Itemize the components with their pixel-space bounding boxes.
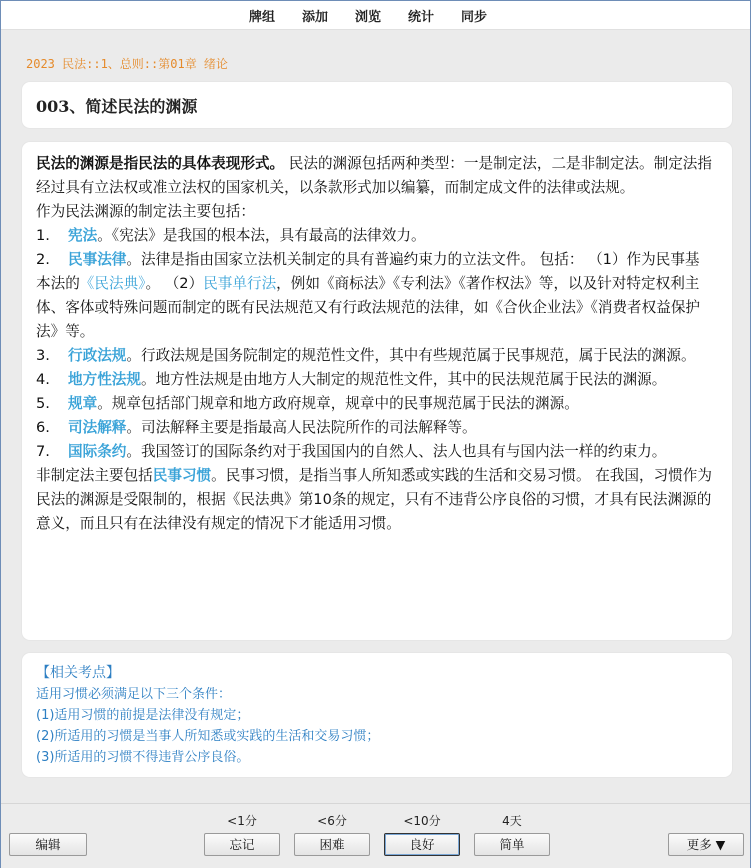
- bottom-answer-bar: [1, 803, 750, 868]
- menu-sync[interactable]: 同步: [461, 10, 488, 25]
- menu-decks[interactable]: 牌组: [249, 10, 276, 25]
- good-button[interactable]: 良好: [384, 833, 460, 856]
- related-points: [36, 663, 379, 768]
- keyword: 宪法: [68, 227, 98, 244]
- keyword: 国际条约: [68, 443, 127, 460]
- list-item: 3. 行政法规。行政法规是国务院制定的规范性文件，其中有些规范属于民事规范，属于民法的渊源。: [36, 347, 696, 364]
- related-line: (2)所适用的习惯是当事人所知悉或实践的生活和交易习惯；: [36, 729, 380, 744]
- menu-browse[interactable]: 浏览: [355, 10, 382, 25]
- menu-stats[interactable]: 统计: [408, 10, 435, 25]
- keyword: 民事法律: [68, 251, 127, 268]
- intro-bold: 民法的渊源是指民法的具体表现形式。: [36, 155, 285, 172]
- easy-button[interactable]: 简单: [474, 833, 550, 856]
- closing-paragraph: 非制定法主要包括民事习惯。民事习惯，是指当事人所知悉或实践的生活和交易习惯。 在我国，习惯作为民法的渊源是受限制的，根据《民法典》第10条的规定，只有不违背公序良俗的习惯，才具有民法渊源的意义，而且只有在法律没有规定的情况下才能适用习惯。: [36, 467, 712, 532]
- question-title: 003、简述民法的渊源: [36, 97, 198, 116]
- more-button[interactable]: 更多 ▼: [668, 833, 744, 856]
- keyword: 行政法规: [68, 347, 127, 364]
- related-line: 适用习惯必须满足以下三个条件：: [36, 687, 232, 702]
- interval-hard: <6分: [317, 814, 347, 828]
- intro-text: 民法的渊源包括两种类型：一是制定法，二是非制定法。制定法指经过具有立法权或准立法权的国家机关，以条款形式加以编纂，而制定成文件的法律或法规。: [36, 155, 712, 196]
- related-line: (1)适用习惯的前提是法律没有规定；: [36, 708, 250, 723]
- keyword: 司法解释: [68, 419, 127, 436]
- list-intro: 作为民法渊源的制定法主要包括：: [36, 203, 255, 220]
- list-item: 5. 规章。规章包括部门规章和地方政府规章，规章中的民事规范属于民法的渊源。: [36, 395, 579, 412]
- keyword: 地方性法规: [68, 371, 141, 388]
- edit-button[interactable]: 编辑: [9, 833, 87, 856]
- question-card: [22, 82, 732, 128]
- list-item: 6. 司法解释。司法解释主要是指最高人民法院所作的司法解释等。: [36, 419, 477, 436]
- interval-easy: 4天: [502, 814, 522, 828]
- related-heading: 【相关考点】: [36, 665, 120, 681]
- list-item: 1. 宪法。《宪法》是我国的根本法，具有最高的法律效力。: [36, 227, 426, 244]
- interval-again: <1分: [227, 814, 257, 828]
- menu-add[interactable]: 添加: [302, 10, 329, 25]
- interval-good: <10分: [403, 814, 441, 828]
- again-button[interactable]: 忘记: [204, 833, 280, 856]
- keyword: 民事习惯: [152, 467, 212, 484]
- list-item: 4. 地方性法规。地方性法规是由地方人大制定的规范性文件，其中的民法规范属于民法的渊源。: [36, 371, 667, 388]
- answer-content: [36, 152, 714, 536]
- list-item: 7. 国际条约。我国签订的国际条约对于我国国内的自然人、法人也具有与国内法一样的约束力。: [36, 443, 667, 460]
- highlight-text: 《民法典》: [79, 275, 146, 292]
- deck-breadcrumb: 2023 民法::1、总则::第01章 绪论: [26, 57, 228, 71]
- answer-card: [22, 142, 732, 640]
- highlight-text: 民事单行法: [203, 275, 277, 292]
- related-line: (3)所适用的习惯不得违背公序良俗。: [36, 750, 250, 765]
- list-item: 2. 民事法律。法律是指由国家立法机关制定的具有普遍约束力的立法文件。 包括： （1）作为民事基本法的《民法典》。 （2）民事单行法，例如《商标法》《专利法》《著作权法》等，以及针对特定权利主体、客体或特殊问题而制定的既有民法规范又有行政法规范的法律，如《合伙企业法》《消费者权益保护法》等。: [36, 251, 701, 340]
- related-points-card: [22, 653, 732, 777]
- keyword: 规章: [68, 395, 98, 412]
- top-menu-bar: [1, 1, 750, 30]
- intro-paragraph: [36, 152, 714, 200]
- hard-button[interactable]: 困难: [294, 833, 370, 856]
